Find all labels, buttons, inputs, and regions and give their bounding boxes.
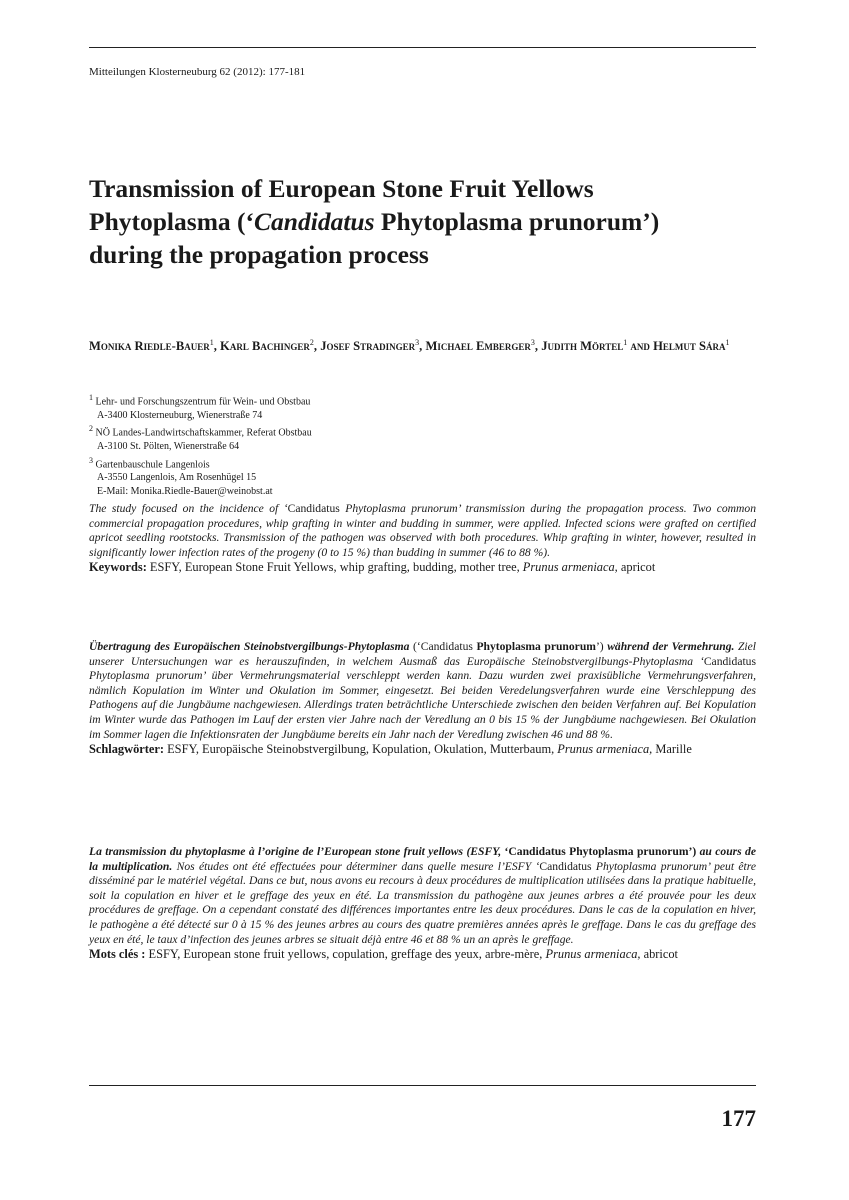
author-list: Monika Riedle-Bauer$^1$, Karl Bachinger$^2$, Josef Stradinger$^3$, Michael Emberger$^3$, Judith Mörtel$^1$ and Helmut Sára$^1$ (89, 338, 730, 354)
author: Monika Riedle-Bauer (89, 339, 210, 354)
title-line-1: Transmission of European Stone Fruit Yellows (89, 174, 594, 203)
author: Josef Stradinger (320, 339, 416, 354)
email-address: E-Mail: Monika.Riedle-Bauer@weinobst.at (97, 485, 273, 497)
affiliations: $^1$ Lehr- und Forschungszentrum für Wein- und Obstbau A-3400 Klosterneuburg, Wienerstraße 74 $^2$ NÖ Landes-Landwirtschaftskammer, Referat Obstbau A-3100 St. Pölten, Wienerstraße 64 $^3$ Gartenbauschule Langenlois A-3550 Langenlois, Am Rosenhügel 15 E-Mail: Monika.Riedle-Bauer@weinobst.at (89, 391, 489, 498)
bottom-rule (89, 1085, 756, 1086)
top-rule (89, 47, 756, 48)
abstract-german: Übertragung des Europäischen Steinobstvergilbungs-Phytoplasma (‘Candidatus Phytoplasma prunorum’) während der Vermehrung. Ziel unserer Untersuchungen war es herauszufinden, in welchem Ausmaß das Europäische Steinobstvergilbungs-Phytoplasma ‘Candidatus Phytoplasma prunorum’ über Vermehrungsmaterial verschleppt werden kann. Dazu wurden zwei praxisübliche Vermehrungsverfahren, nämlich Kopulation im Winter und Okulation im Sommer, eingesetzt. Bei beiden Veredelungsverfahren wurde eine Verschleppung des Pathogens auf die Jungbäume nachgewiesen. Allerdings traten beträchtliche Unterschiede zwischen den beiden Verfahren auf. Bei Kopulation im Winter wurde das Pathogen im Lauf der ersten vier Jahre nach der Veredlung an 0 bis 15 % der Jungbäume nachgewiesen. Bei Okulation im Sommer lagen die Infektionsraten der Jungbäume bereits ein Jahr nach der Veredlung zwischen 46 und 88 %. Schlagwörter: ESFY, Europäische Steinobstvergilbung, Kopulation, Okulation, Mutterbaum, Prunus armeniaca, Marille (89, 640, 757, 757)
author: Michael Emberger (425, 339, 531, 354)
journal-citation: Mitteilungen Klosterneuburg 62 (2012): 177-181 (89, 66, 306, 78)
page-number: 177 (721, 1106, 756, 1131)
abstract-english: The study focused on the incidence of ‘Candidatus Phytoplasma prunorum’ transmission during the propagation process. Two common commercial propagation procedures, whip grafting in winter and budding in summer, were applied. Infected scions were grafted on certified apricot seedling rootstocks. Transmission of the pathogen was observed with both procedures. Whip grafting in winter, however, resulted in significantly lower infection rates of the progeny (0 to 15 %) than budding in summer (46 to 88 %). Keywords: ESFY, European Stone Fruit Yellows, whip grafting, budding, mother tree, Prunus armeniaca, apricot (89, 502, 756, 575)
keywords: Mots clés : ESFY, European stone fruit yellows, copulation, greffage des yeux, arbre-mère, Prunus armeniaca, abricot (89, 947, 678, 962)
author: Helmut Sára (653, 339, 726, 354)
abstract-french: La transmission du phytoplasme à l’origine de l’European stone fruit yellows (ESFY, ‘Candidatus Phytoplasma prunorum’) au cours de la multiplication. Nos études ont été effectuées pour déterminer dans quelle mesure l’ESFY ‘Candidatus Phytoplasma prunorum’ peut être disséminé par le matériel végétal. Dans ce but, nous avons eu recours à deux procédures de multiplication utilisées dans la pratique habituelle, soit la copulation en hiver et le greffage des yeux en été. La transmission du pathogène aux jeunes arbres a été prouvée pour les deux procédures de greffage. On a cependant constaté des différences importantes entre les deux procédures. Dans le cas de la copulation en hiver, le pathogène a été détecté sur 0 à 15 % des jeunes arbres au cours des quatre premières années après le greffage. Dans le cas du greffage des yeux en été, le taux d’infection des jeunes arbres se situait déjà entre 46 et 88 % un an après le greffage. Mots clés : ESFY, European stone fruit yellows, copulation, greffage des yeux, arbre-mère, Prunus armeniaca, abricot (89, 845, 756, 962)
article-title: Transmission of European Stone Fruit Yellows Phytoplasma (‘Candidatus Phytoplasma prunorum’) during the propagation process (89, 174, 660, 269)
author: Judith Mörtel (541, 339, 624, 354)
author: Karl Bachinger (220, 339, 310, 354)
title-line-3: during the propagation process (89, 240, 429, 269)
keywords: Schlagwörter: ESFY, Europäische Steinobstvergilbung, Kopulation, Okulation, Mutterbaum, Prunus armeniaca, Marille (89, 742, 692, 757)
keywords: Keywords: ESFY, European Stone Fruit Yellows, whip grafting, budding, mother tree, Prunus armeniaca, apricot (89, 560, 656, 575)
